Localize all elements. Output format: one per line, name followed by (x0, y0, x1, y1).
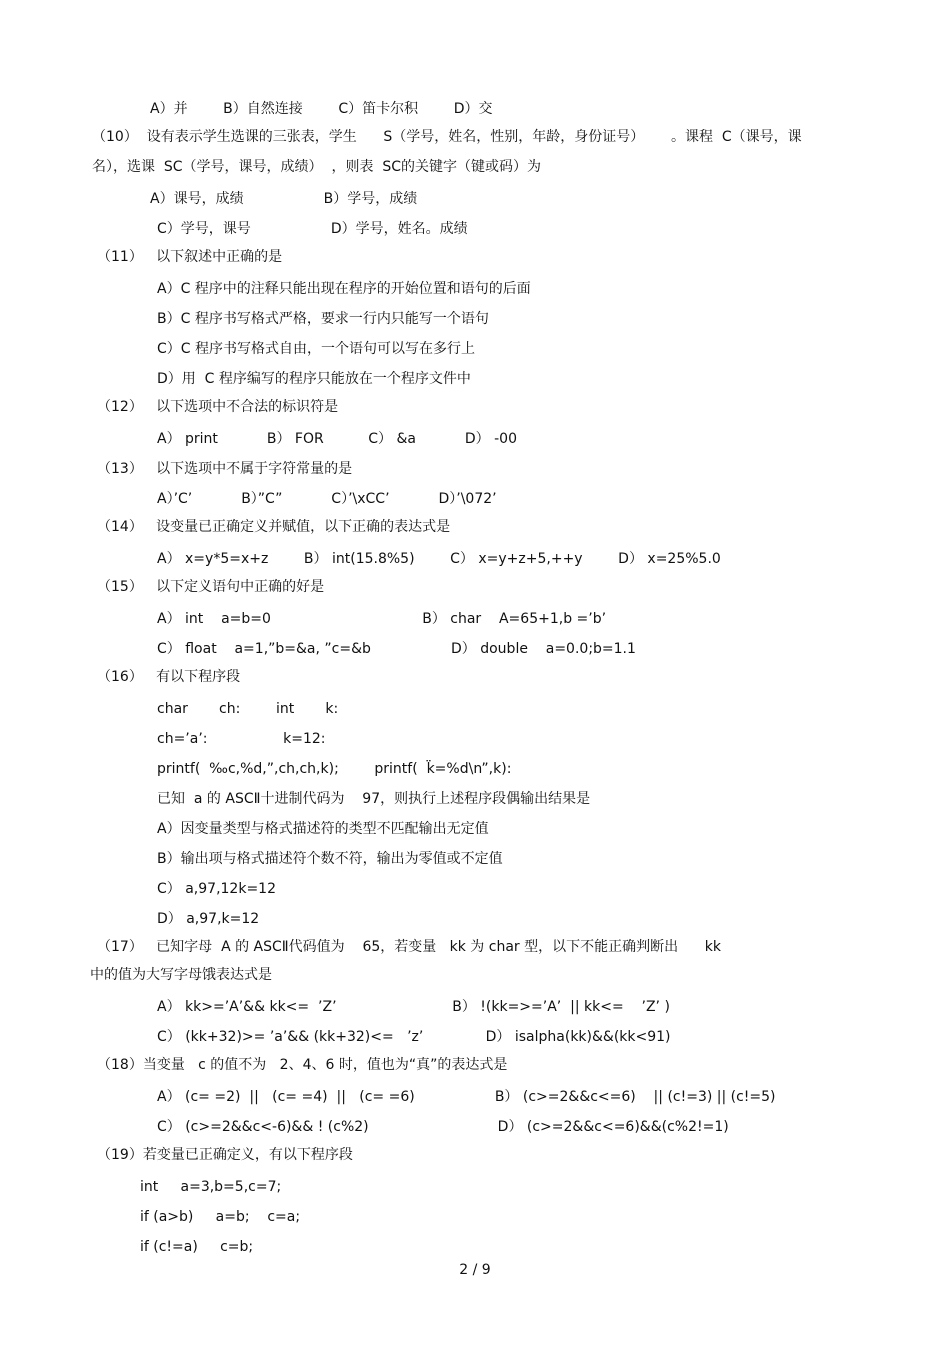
text-line: C）C 程序书写格式自由，一个语句可以写在多行上 (157, 341, 475, 357)
text-line: A） int a=b=0 B） char A=65+1,b =’b’ (157, 611, 607, 627)
text-line: B）C 程序书写格式严格，要求一行内只能写一个语句 (157, 311, 489, 327)
text-line: if (c!=a) c=b; (140, 1239, 254, 1255)
text-line: A） x=y*5=x+z B） int(15.8%5) C） x=y+z+5,++y D） x=25%5.0 (157, 551, 721, 567)
text-line: （13） 以下选项中不属于字符常量的是 (97, 461, 353, 477)
text-line: （12） 以下选项中不合法的标识符是 (97, 399, 339, 415)
text-line: （15） 以下定义语句中正确的好是 (97, 579, 325, 595)
text-line: 中的值为大写字母饿表达式是 (90, 967, 272, 983)
text-line: A）C 程序中的注释只能出现在程序的开始位置和语句的后面 (157, 281, 531, 297)
text-line: char ch: int k: (157, 701, 339, 717)
text-line: C） float a=1,”b=&a, ”c=&b D） double a=0.0;b=1.1 (157, 641, 636, 657)
text-line: （10） 设有表示学生选课的三张表，学生 S（学号，姓名，性别，年龄，身份证号） 。课程 C（课号，课 (92, 129, 802, 145)
page-number: 2 / 9 (459, 1262, 491, 1278)
text-line: A） print B） FOR C） &a D） -00 (157, 431, 518, 447)
text-line: if (a>b) a=b; c=a; (140, 1209, 301, 1225)
text-line: ch=’a’: k=12: (157, 731, 326, 747)
text-line: （16） 有以下程序段 (97, 669, 241, 685)
text-line: （14） 设变量已正确定义并赋值，以下正确的表达式是 (97, 519, 451, 535)
text-line: 名），选课 SC（学号，课号，成绩） ，则表 SC的关键字（键或码）为 (92, 159, 542, 175)
text-line: A）因变量类型与格式描述符的类型不匹配输出无定值 (157, 821, 489, 837)
text-line: A） kk>=’A’&& kk<= ’Z’ B） !(kk=>=’A’ || kk<= ’Z’ ) (157, 999, 670, 1015)
text-line: A） (c= =2) || (c= =4) || (c= =6) B） (c>=2&&c<=6) || (c!=3) || (c!=5) (157, 1089, 776, 1105)
text-line: D） a,97,k=12 (157, 911, 260, 927)
text-line: C） a,97,12k=12 (157, 881, 276, 897)
text-line: （17） 已知字母 A 的 ASCⅡ代码值为 65，若变量 kk 为 char 型，以下不能正确判断出 kk (97, 939, 722, 955)
text-line: printf( ‰c,%d,”,ch,ch,k); printf( k̈=%d\n”,k): (157, 761, 512, 777)
text-line: D）用 C 程序编写的程序只能放在一个程序文件中 (157, 371, 471, 387)
text-line: （11） 以下叙述中正确的是 (97, 249, 283, 265)
text-line: B）输出项与格式描述符个数不符，输出为零值或不定值 (157, 851, 503, 867)
text-line: C）学号，课号 D）学号，姓名。成绩 (157, 221, 468, 237)
text-line: C） (c>=2&&c<-6)&& ! (c%2) D） (c>=2&&c<=6)&&(c%2!=1) (157, 1119, 729, 1135)
text-line: 已知 a 的 ASCⅡ十进制代码为 97，则执行上述程序段偶输出结果是 (157, 791, 591, 807)
text-line: C） (kk+32)>= ’a’&& (kk+32)<= ’z’ D） isalpha(kk)&&(kk<91) (157, 1029, 671, 1045)
text-line: A）’C’ B）”C” C）’\xCC’ D）’\072’ (157, 491, 497, 507)
text-line: int a=3,b=5,c=7; (140, 1179, 282, 1195)
text-line: （18）当变量 c 的值不为 2、4、6 时，值也为“真”的表达式是 (97, 1057, 508, 1073)
text-line: A）并 B）自然连接 C）笛卡尔积 D）交 (150, 101, 493, 117)
text-line: （19）若变量已正确定义，有以下程序段 (97, 1147, 353, 1163)
text-line: A）课号，成绩 B）学号，成绩 (150, 191, 418, 207)
